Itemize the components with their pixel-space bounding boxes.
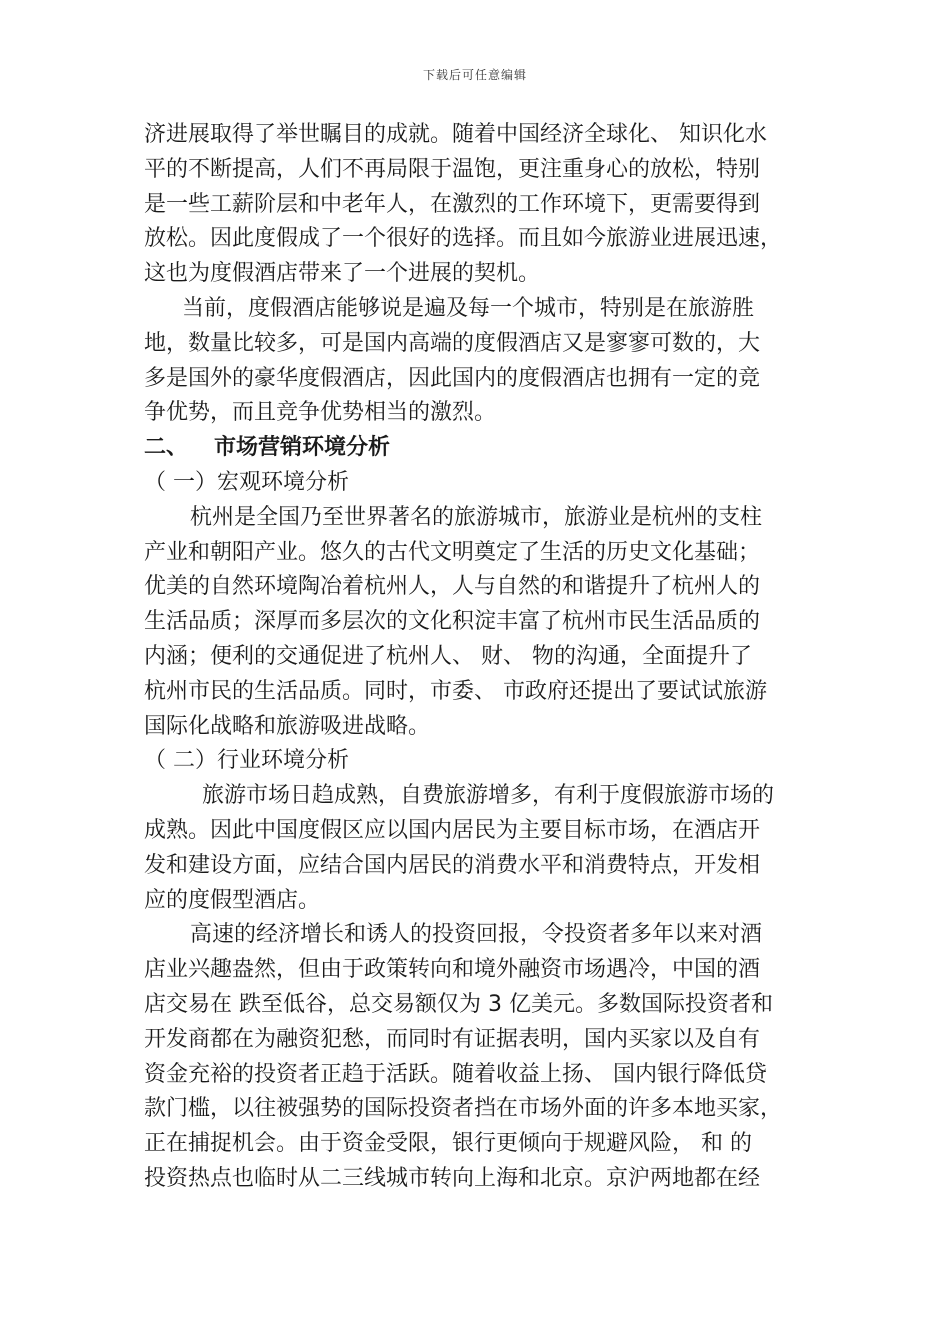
text-line: 这也为度假酒店带来了一个进展的契机。 xyxy=(144,261,541,287)
subsection-title-macro: （ 一）宏观环境分析 xyxy=(144,469,349,495)
text-line: 成熟。因此中国度假区应以国内居民为主要目标市场，在酒店开 xyxy=(144,817,761,843)
paragraph-intro xyxy=(144,118,810,292)
text-line: 放松。因此度假成了一个很好的选择。而且如今旅游业进展迅速， xyxy=(144,226,783,252)
section-heading xyxy=(144,431,810,466)
text-line: 高速的经济增长和诱人的投资回报，令投资者多年以来对酒 xyxy=(190,922,763,948)
text-line: 杭州市民的生活品质。同时，市委、 市政府还提出了要试试旅游 xyxy=(144,678,767,704)
text-line: 争优势，而且竞争优势相当的激烈。 xyxy=(144,400,497,426)
paragraph-industry-1 xyxy=(144,779,810,918)
text-line: 资金充裕的投资者正趋于活跃。随着收益上扬、 国内银行降低贷 xyxy=(144,1061,767,1087)
text-line: 多是国外的豪华度假酒店，因此国内的度假酒店也拥有一定的竞 xyxy=(144,365,761,391)
text-line: 投资热点也临时从二三线城市转向上海和北京。京沪两地都在经 xyxy=(144,1165,761,1191)
paragraph-current xyxy=(144,292,810,431)
text-line: 是一些工薪阶层和中老年人，在激烈的工作环境下，更需要得到 xyxy=(144,191,761,217)
text-line: 济进展取得了举世瞩目的成就。随着中国经济全球化、 知识化水 xyxy=(144,122,767,147)
text-line: 地，数量比较多，可是国内高端的度假酒店又是寥寥可数的，大 xyxy=(144,330,761,356)
text-line: 国际化战略和旅游吸进战略。 xyxy=(144,713,431,739)
paragraph-macro xyxy=(144,501,810,745)
text-line: 发和建设方面，应结合国内居民的消费水平和消费特点，开发相 xyxy=(144,852,761,878)
section-title: 市场营销环境分析 xyxy=(214,435,391,461)
text-line: 当前，度假酒店能够说是遍及每一个城市，特别是在旅游胜 xyxy=(182,295,755,321)
text-line: 旅游市场日趋成熟，自费旅游增多，有利于度假旅游市场的 xyxy=(202,783,775,809)
text-line: 应的度假型酒店。 xyxy=(144,887,321,913)
text-line: 杭州是全国乃至世界著名的旅游城市，旅游业是杭州的支柱 xyxy=(190,504,763,530)
section-number: 二、 xyxy=(144,435,189,461)
text-line: 内涵；便利的交通促进了杭州人、 财、 物的沟通，全面提升了 xyxy=(144,643,752,669)
text-line: 店交易在 跌至低谷，总交易额仅为 3 亿美元。多数国际投资者和 xyxy=(144,991,773,1017)
document-body xyxy=(144,118,810,1197)
text-line: 开发商都在为融资犯愁，而同时有证据表明，国内买家以及自有 xyxy=(144,1026,761,1052)
page-header: 下载后可任意编辑 xyxy=(422,68,527,82)
text-line: 生活品质；深厚而多层次的文化积淀丰富了杭州市民生活品质的 xyxy=(144,609,761,635)
text-line: 正在捕捉机会。由于资金受限，银行更倾向于规避风险， 和 的 xyxy=(144,1131,752,1157)
paragraph-industry-2 xyxy=(144,918,810,1196)
text-line: 款门槛，以往被强势的国际投资者挡在市场外面的许多本地买家， xyxy=(144,1096,783,1122)
subsection-title-industry: （ 二）行业环境分析 xyxy=(144,748,349,774)
text-line: 优美的自然环境陶冶着杭州人，人与自然的和谐提升了杭州人的 xyxy=(144,574,761,600)
text-line: 平的不断提高，人们不再局限于温饱，更注重身心的放松，特别 xyxy=(144,156,761,182)
text-line: 店业兴趣盎然，但由于政策转向和境外融资市场遇冷，中国的酒 xyxy=(144,957,761,983)
text-line: 产业和朝阳产业。悠久的古代文明奠定了生活的历史文化基础； xyxy=(144,539,761,565)
